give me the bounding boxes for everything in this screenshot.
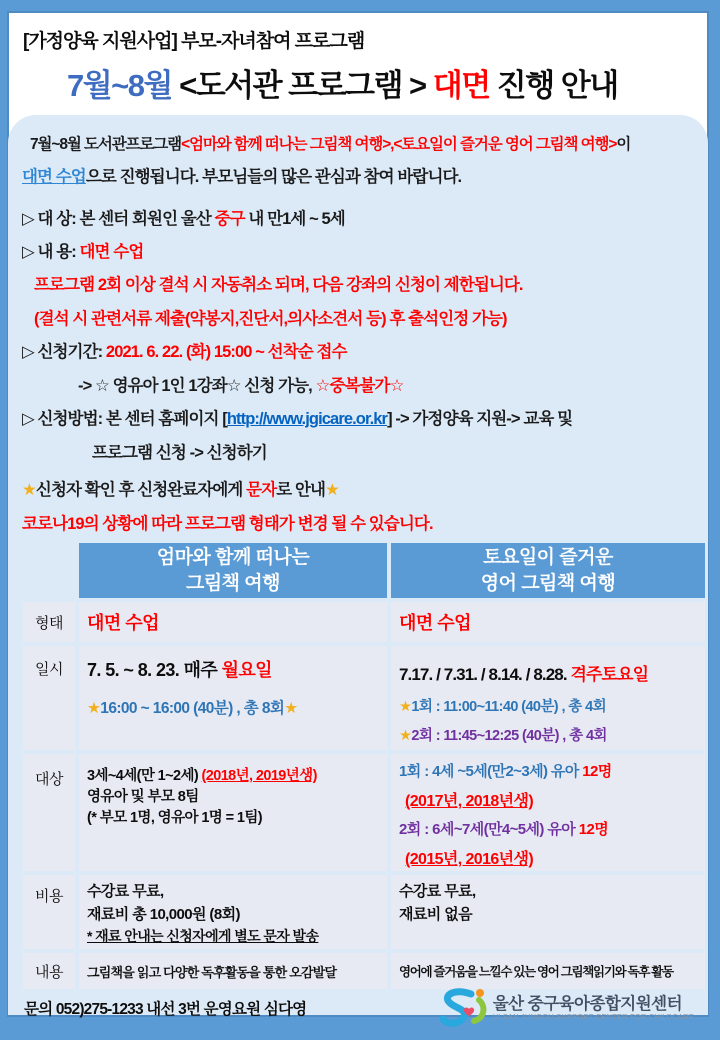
target-p2-line4: (2015년, 2016년생) bbox=[405, 851, 534, 869]
title-months: 7월~8월 bbox=[67, 68, 172, 103]
star-icon: ★ bbox=[284, 700, 298, 718]
row-type bbox=[23, 602, 705, 642]
type-program1 bbox=[79, 602, 387, 642]
program1-title-line1: 엄마와 함께 떠나는 bbox=[156, 547, 310, 568]
target-p2-line3 bbox=[399, 818, 697, 839]
fee-p1-line2: 재료비 총 10,000원 (8회) bbox=[87, 905, 240, 923]
center-logo-text bbox=[493, 995, 694, 1021]
fee-p1-line3: * 재료 안내는 신청자에게 별도 문자 발송 bbox=[87, 928, 319, 945]
row-fee-label: 비용 bbox=[23, 875, 75, 949]
fee-program2 bbox=[391, 875, 705, 949]
item-period-value: 2021. 6. 22. (화) 15:00 ~ 선착순 접수 bbox=[105, 343, 347, 362]
target-program2 bbox=[391, 754, 705, 871]
row-fee bbox=[23, 875, 705, 949]
col-header-program1 bbox=[79, 543, 387, 598]
content-p1-text: 그림책을 읽고 다양한 독후활동을 통한 오감발달 bbox=[87, 964, 337, 980]
sms-notice-red: 문자 bbox=[246, 481, 277, 500]
schedule-p2-session1-text: 1회 : 11:00~11:40 (40분) , 총 4회 bbox=[411, 699, 607, 716]
item-period-label: ▷ 신청기간: bbox=[22, 343, 106, 362]
sms-notice-b: 로 안내 bbox=[276, 481, 326, 500]
schedule-p1-dates bbox=[87, 656, 379, 682]
target-p2-session1-count: 12명 bbox=[582, 763, 612, 781]
item-limit-red: ☆중복불가☆ bbox=[315, 376, 404, 395]
row-type-label: 형태 bbox=[23, 602, 75, 642]
target-p2-line1 bbox=[399, 760, 697, 781]
program-table-wrap bbox=[19, 539, 709, 993]
target-p1-line3: (* 부모 1명, 영유아 1명 = 1팀) bbox=[87, 810, 263, 827]
item-target-label: ▷ 대 상: 본 센터 회원인 울산 bbox=[22, 209, 215, 228]
target-p1-years: (2018년, 2019년생) bbox=[201, 768, 317, 785]
schedule-program1 bbox=[79, 646, 387, 750]
fee-program1 bbox=[79, 875, 387, 949]
type-program2 bbox=[391, 602, 705, 642]
type-p2-value: 대면 수업 bbox=[399, 613, 472, 634]
item-target-district: 중구 bbox=[214, 209, 245, 228]
target-p2-session2-ages: 2회 : 6세~7세(만4~5세) 유아 bbox=[399, 821, 579, 839]
target-p1-line1 bbox=[87, 766, 379, 787]
item-limit-black: -> ☆ 영유아 1인 1강좌☆ 신청 가능, bbox=[78, 376, 316, 395]
star-icon: ★ bbox=[399, 699, 412, 716]
center-logo bbox=[435, 987, 694, 1029]
intro-line-2-tail: 으로 진행됩니다. 부모님들의 많은 관심과 참여 바랍니다. bbox=[85, 168, 462, 187]
info-panel bbox=[8, 115, 708, 1021]
item-period bbox=[22, 342, 694, 363]
header bbox=[7, 11, 709, 105]
intro-line-2 bbox=[22, 167, 694, 188]
center-name-english: ULSAN JUNGGU SUPPORT CENTER FOR CHILDCARE bbox=[492, 1011, 694, 1021]
item-method bbox=[22, 409, 694, 430]
target-p2-session2-count: 12명 bbox=[578, 821, 609, 839]
item-target-tail: 내 만1세 ~ 5세 bbox=[244, 209, 345, 228]
homepage-link[interactable]: http://www.jgicare.or.kr bbox=[226, 410, 388, 429]
program2-title-line2: 영어 그림책 여행 bbox=[480, 572, 616, 594]
center-logo-icon bbox=[435, 987, 487, 1029]
table-header-row bbox=[23, 543, 705, 598]
row-schedule-label: 일시 bbox=[23, 646, 75, 750]
item-content-value: 대면 수업 bbox=[79, 243, 144, 262]
intro-line-1-black: 7월~8월 도서관프로그램 bbox=[30, 136, 182, 153]
program2-title-line1: 토요일이 즐거운 bbox=[483, 547, 613, 568]
item-content bbox=[22, 242, 694, 263]
star-icon: ★ bbox=[87, 700, 101, 718]
star-icon: ★ bbox=[325, 481, 339, 500]
item-method-label: ▷ 신청방법: 본 센터 홈페이지 [ bbox=[22, 410, 227, 429]
type-p1-value: 대면 수업 bbox=[87, 613, 160, 634]
schedule-p2-dates bbox=[399, 660, 697, 685]
program1-title-line2: 그림책 여행 bbox=[185, 572, 281, 594]
program-table bbox=[19, 539, 709, 993]
item-content-label: ▷ 내 용: bbox=[22, 243, 80, 262]
schedule-p2-session2-text: 2회 : 11:45~12:25 (40분) , 총 4회 bbox=[411, 728, 607, 745]
schedule-p2-session2 bbox=[399, 724, 697, 745]
sms-notice-a: 신청자 확인 후 신청완료자에게 bbox=[35, 481, 247, 500]
warning-line-2: (결석 시 관련서류 제출(약봉지,진단서,의사소견서 등) 후 출석인정 가능) bbox=[34, 309, 507, 328]
schedule-p2-dates-red: 격주토요일 bbox=[570, 665, 649, 685]
row-content-label: 내용 bbox=[23, 953, 75, 989]
item-target bbox=[22, 209, 694, 230]
fee-p2-line1: 수강료 무료, bbox=[399, 883, 476, 901]
footer bbox=[8, 979, 708, 1029]
item-method-line2: 프로그램 신청 -> 신청하기 bbox=[92, 443, 267, 462]
content-p2-text: 영어에 즐거움을 느낄수 있는 영어 그림책읽기와 독후 활동 bbox=[399, 965, 673, 980]
intro-line-1-tail: 이 bbox=[616, 136, 631, 153]
corona-notice: 코로나19의 상황에 따라 프로그램 형태가 변경 될 수 있습니다. bbox=[22, 514, 433, 533]
row-schedule bbox=[23, 646, 705, 750]
content-card bbox=[7, 11, 709, 1021]
item-method-tail: ] -> 가정양육 지원-> 교육 및 bbox=[387, 410, 573, 429]
schedule-p1-dates-black: 7. 5. ~ 8. 23. 매주 bbox=[87, 660, 222, 681]
title-tail: 진행 안내 bbox=[489, 68, 618, 103]
star-icon: ★ bbox=[399, 728, 412, 745]
center-name-korean: 울산 중구육아종합지원센터 bbox=[492, 994, 683, 1013]
schedule-p1-time-text: 16:00 ~ 16:00 (40분) , 총 8회 bbox=[100, 700, 285, 718]
target-program1 bbox=[79, 754, 387, 871]
sms-notice bbox=[22, 480, 694, 501]
target-p1-line2: 영유아 및 부모 8팀 bbox=[87, 789, 199, 806]
fee-p2-line2: 재료비 없음 bbox=[399, 905, 473, 923]
row-target-label: 대상 bbox=[23, 754, 75, 871]
program-subtitle: [가정양육 지원사업] 부모-자녀참여 프로그램 bbox=[23, 31, 365, 52]
page-title bbox=[23, 60, 709, 105]
target-p2-session1-ages: 1회 : 4세 ~5세(만2~3세) 유아 bbox=[399, 763, 583, 781]
target-p1-ages: 3세~4세(만 1~2세) bbox=[87, 768, 202, 785]
schedule-p1-time bbox=[87, 696, 379, 718]
contact-info: 문의 052)275-1233 내선 3번 운영요원 심다영 bbox=[24, 1001, 307, 1018]
intro-line-1 bbox=[30, 135, 694, 155]
warning-line-1: 프로그램 2회 이상 결석 시 자동취소 되며, 다음 강좌의 신청이 제한됩니다. bbox=[34, 276, 523, 295]
star-icon: ★ bbox=[22, 481, 36, 500]
fee-p1-line1: 수강료 무료, bbox=[87, 883, 164, 901]
row-target bbox=[23, 754, 705, 871]
schedule-p2-session1 bbox=[399, 695, 697, 716]
schedule-p2-dates-black: 7.17. / 7.31. / 8.14. / 8.28. bbox=[399, 665, 571, 685]
target-p2-line2: (2017년, 2018년생) bbox=[405, 793, 534, 811]
table-corner-cell bbox=[23, 543, 75, 598]
title-mid: <도서관 프로그램 > bbox=[171, 68, 433, 103]
intro-section bbox=[8, 115, 708, 535]
schedule-program2 bbox=[391, 646, 705, 750]
col-header-program2 bbox=[391, 543, 705, 598]
schedule-p1-dates-red: 월요일 bbox=[221, 660, 272, 681]
item-limit bbox=[78, 376, 694, 397]
title-highlight: 대면 bbox=[432, 68, 490, 103]
intro-line-1-programs: <엄마와 함께 떠나는 그림책 여행>,<토요일이 즐거운 영어 그림책 여행> bbox=[181, 136, 617, 153]
intro-line-2-facetoface: 대면 수업 bbox=[22, 168, 86, 187]
